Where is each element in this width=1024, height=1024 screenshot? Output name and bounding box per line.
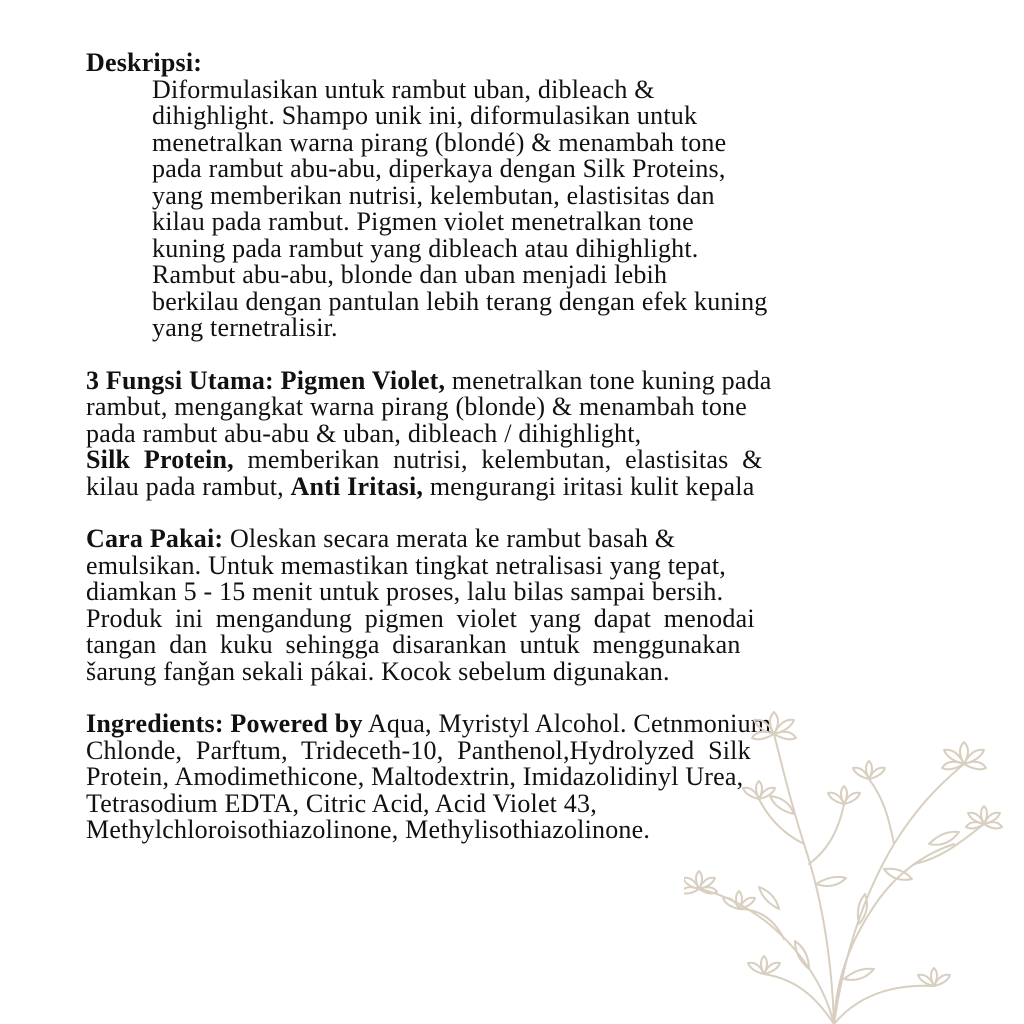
ingredients-bold-lead: Powered by bbox=[223, 709, 363, 738]
cara-pakai-line bbox=[86, 526, 942, 553]
fungsi-heading: 3 Fungsi Utama: bbox=[86, 365, 274, 395]
deskripsi-line: Diformulasikan untuk rambut uban, dibleach & bbox=[152, 74, 655, 104]
cara-pakai-line: diamkan 5 - 15 menit untuk proses, lalu bilas sampai bersih. bbox=[86, 577, 724, 606]
deskripsi-heading: Deskripsi: bbox=[86, 48, 203, 77]
cara-pakai-heading: Cara Pakai: bbox=[86, 524, 224, 553]
deskripsi-line: kuning pada rambut yang dibleach atau dihighlight. bbox=[152, 233, 699, 263]
product-description-document bbox=[86, 50, 942, 870]
fungsi-text: kilau pada rambut, bbox=[86, 471, 291, 501]
deskripsi-line: yang memberikan nutrisi, kelembutan, elastisitas dan bbox=[152, 180, 715, 210]
deskripsi-line: Rambut abu-abu, blonde dan uban menjadi lebih bbox=[152, 260, 668, 289]
deskripsi-section bbox=[86, 50, 942, 342]
ingredients-text: Aqua, Myristyl Alcohol. Cetnmonium bbox=[362, 709, 772, 738]
cara-pakai-line: šarung fanǧan sekali pákai. Kocok sebelum digunakan. bbox=[86, 656, 670, 686]
fungsi-bold-pigmen: Pigmen Violet, bbox=[280, 365, 446, 395]
ingredients-line: Protein, Amodimethicone, Maltodextrin, Imidazolidinyl Urea, bbox=[86, 762, 744, 791]
ingredients-line: Methylchloroisothiazolinone, Methylisothiazolinone. bbox=[86, 815, 651, 844]
fungsi-text: mengurangi iritasi kulit kepala bbox=[423, 471, 755, 501]
deskripsi-line: kilau pada rambut. Pigmen violet menetralkan tone bbox=[152, 207, 694, 236]
cara-pakai-line: Produk ini mengandung pigmen violet yang dapat menodai bbox=[86, 603, 755, 633]
cara-pakai-text: Oleskan secara merata ke rambut basah & bbox=[223, 524, 676, 553]
cara-pakai-line: tangan dan kuku sehingga disarankan untuk menggunakan bbox=[86, 630, 741, 659]
fungsi-bold-anti-iritasi: Anti Iritasi, bbox=[290, 471, 424, 501]
cara-pakai-section bbox=[86, 526, 942, 685]
fungsi-line bbox=[86, 471, 942, 501]
deskripsi-line: pada rambut abu-abu, diperkaya dengan Silk Proteins, bbox=[152, 154, 726, 183]
ingredients-section bbox=[86, 711, 942, 844]
ingredients-line: Tetrasodium EDTA, Citric Acid, Acid Violet 43, bbox=[86, 788, 597, 818]
deskripsi-line: yang ternetralisir. bbox=[152, 313, 338, 342]
fungsi-line: pada rambut abu-abu & uban, dibleach / dihighlight, bbox=[86, 418, 642, 448]
fungsi-section bbox=[86, 365, 942, 501]
fungsi-text: memberikan nutrisi, kelembutan, elastisitas & bbox=[233, 445, 763, 474]
ingredients-line: Chlonde, Parftum, Trideceth-10, Panthenol,Hydrolyzed Silk bbox=[86, 735, 751, 765]
deskripsi-body bbox=[86, 74, 942, 342]
cara-pakai-line: emulsikan. Untuk memastikan tingkat netralisasi yang tepat, bbox=[86, 550, 726, 580]
fungsi-bold-silk: Silk Protein, bbox=[86, 445, 234, 474]
deskripsi-line: dihighlight. Shampo unik ini, diformulasikan untuk bbox=[152, 101, 698, 130]
ingredients-heading: Ingredients: bbox=[86, 709, 224, 738]
deskripsi-line: menetralkan warna pirang (blondé) & menambah tone bbox=[152, 127, 727, 157]
ingredients-line bbox=[86, 711, 942, 738]
deskripsi-line: berkilau dengan pantulan lebih terang dengan efek kuning bbox=[152, 286, 768, 316]
fungsi-line bbox=[86, 447, 942, 474]
fungsi-line: rambut, mengangkat warna pirang (blonde) & menambah tone bbox=[86, 392, 747, 421]
fungsi-text: menetralkan tone kuning pada bbox=[445, 365, 772, 395]
fungsi-line bbox=[86, 365, 942, 395]
